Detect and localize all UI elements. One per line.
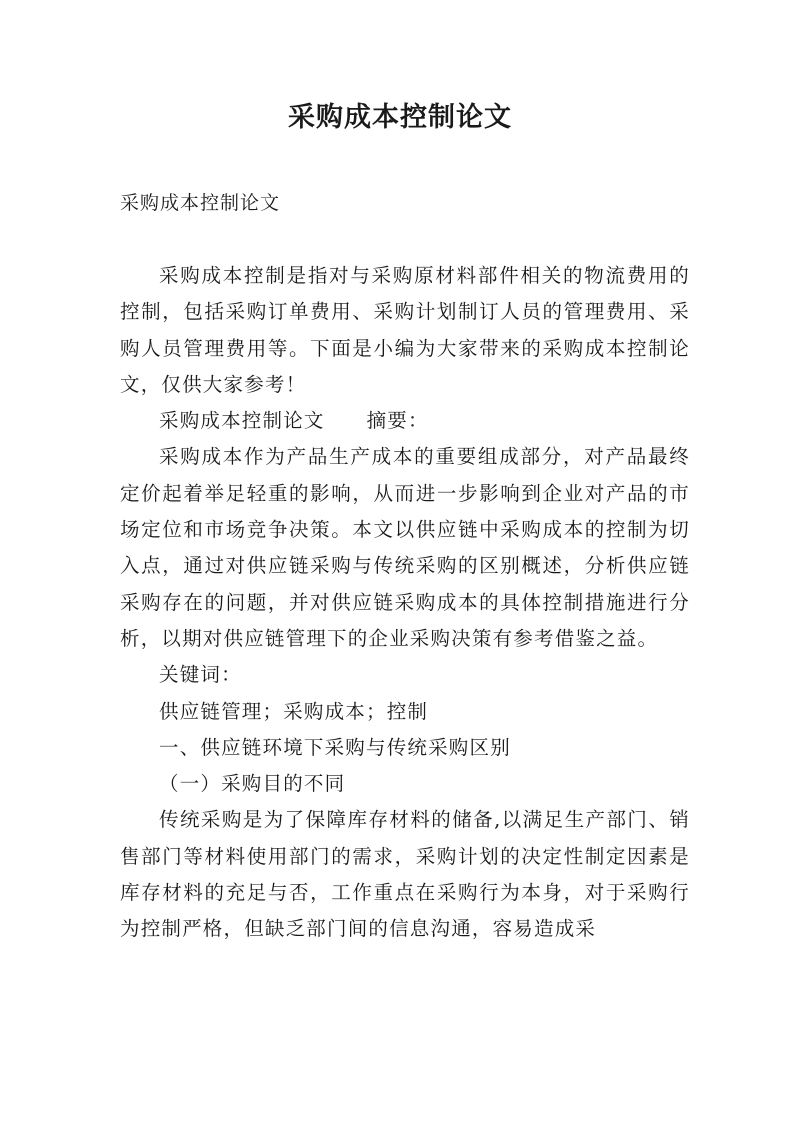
keywords-text: 供应链管理；采购成本；控制 [159, 699, 429, 723]
abstract-paragraph: 采购成本作为产品生产成本的重要组成部分，对产品最终定价起着举足轻重的影响，从而进一步影响到企业对产品的市场定位和市场竞争决策。本文以供应链中采购成本的控制为切入点，通过对供应链采购与传统采购的区别概述，分析供应链采购存在的问题，并对供应链采购成本的具体控制措施进行分析，以期对供应链管理下的企业采购决策有参考借鉴之益。 [120, 445, 690, 650]
document-title: 采购成本控制论文 [288, 102, 512, 133]
document-subtitle: 采购成本控制论文 [120, 192, 281, 214]
section-heading: 一、供应链环境下采购与传统采购区别 [159, 735, 511, 759]
keywords-label: 关键词： [159, 663, 242, 687]
document-body [120, 258, 690, 948]
subsection-heading: （一）采购目的不同 [159, 772, 346, 796]
abstract-heading-title: 采购成本控制论文 [159, 409, 325, 433]
intro-paragraph: 采购成本控制是指对与采购原材料部件相关的物流费用的控制，包括采购订单费用、采购计划制订人员的管理费用、采购人员管理费用等。下面是小编为大家带来的采购成本控制论文，仅供大家参考！ [120, 264, 690, 396]
abstract-heading-label: 摘要： [366, 409, 429, 433]
abstract-heading [120, 403, 690, 439]
section-paragraph: 传统采购是为了保障库存材料的储备,以满足生产部门、销售部门等材料使用部门的需求，采购计划的决定性制定因素是库存材料的充足与否，工作重点在采购行为本身，对于采购行为控制严格，但缺乏部门间的信息沟通，容易造成采 [120, 808, 690, 941]
